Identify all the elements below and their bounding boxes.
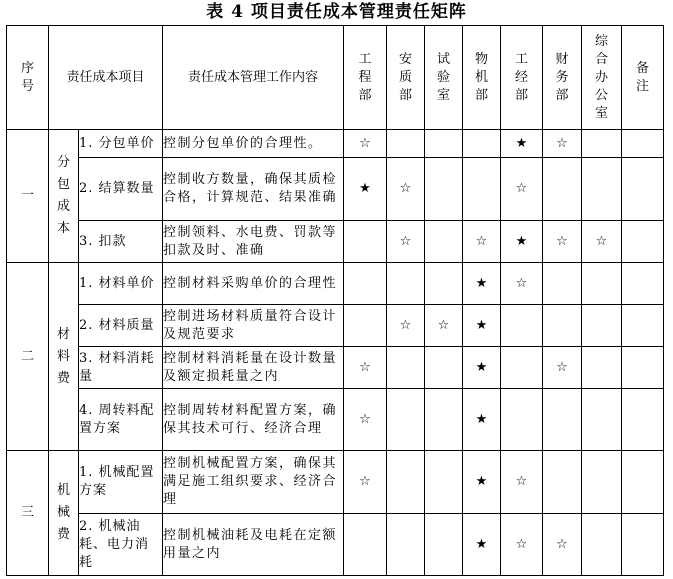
header-row <box>7 26 664 130</box>
mark-cell: ☆ <box>543 221 582 263</box>
mark-cell: ☆ <box>543 130 582 158</box>
mark-cell: ★ <box>463 514 501 576</box>
header-dept-engineering: 工程部 <box>344 26 387 130</box>
header-dept-materials-machinery: 物机部 <box>463 26 501 130</box>
mark-cell <box>344 263 387 305</box>
header-dept-finance: 财务部 <box>543 26 582 130</box>
mark-cell <box>344 221 387 263</box>
group-seq: 二 <box>7 263 49 451</box>
table-row <box>7 305 664 347</box>
note-cell <box>622 263 664 305</box>
mark-cell: ☆ <box>463 221 501 263</box>
table-row <box>7 221 664 263</box>
table-title: 表 4 项目责任成本管理责任矩阵 <box>206 2 467 22</box>
mark-cell <box>582 347 622 389</box>
mark-cell: ★ <box>463 347 501 389</box>
cost-content: 控制领料、水电费、罚款等扣款及时、准确 <box>163 221 344 263</box>
mark-cell: ☆ <box>501 158 543 221</box>
mark-cell <box>582 263 622 305</box>
mark-cell <box>543 305 582 347</box>
mark-cell <box>463 130 501 158</box>
mark-cell <box>387 263 425 305</box>
mark-cell: ☆ <box>425 305 463 347</box>
cost-item: 3. 材料消耗量 <box>79 347 163 389</box>
mark-cell: ★ <box>501 130 543 158</box>
table-row <box>7 514 664 576</box>
table-row <box>7 347 664 389</box>
group-seq: 三 <box>7 451 49 576</box>
mark-cell: ☆ <box>501 514 543 576</box>
mark-cell <box>501 347 543 389</box>
mark-cell <box>501 389 543 451</box>
mark-cell <box>582 451 622 514</box>
mark-cell: ☆ <box>543 514 582 576</box>
mark-cell: ☆ <box>501 263 543 305</box>
table-row <box>7 130 664 158</box>
header-dept-safety-quality: 安质部 <box>387 26 425 130</box>
mark-cell <box>344 305 387 347</box>
cost-content: 控制分包单价的合理性。 <box>163 130 344 158</box>
mark-cell <box>425 130 463 158</box>
mark-cell <box>425 158 463 221</box>
mark-cell <box>501 305 543 347</box>
mark-cell <box>425 514 463 576</box>
mark-cell <box>387 514 425 576</box>
mark-cell <box>425 347 463 389</box>
cost-content: 控制收方数量，确保其质检合格，计算规范、结果准确 <box>163 158 344 221</box>
note-cell <box>622 158 664 221</box>
mark-cell: ☆ <box>387 305 425 347</box>
note-cell <box>622 305 664 347</box>
mark-cell: ★ <box>501 221 543 263</box>
mark-cell: ★ <box>344 158 387 221</box>
cost-content: 控制机械油耗及电耗在定额用量之内 <box>163 514 344 576</box>
group-category: 材料费 <box>49 263 79 451</box>
note-cell <box>622 451 664 514</box>
header-item: 责任成本项目 <box>49 26 163 130</box>
mark-cell: ☆ <box>387 158 425 221</box>
mark-cell: ☆ <box>344 451 387 514</box>
group-category: 分包成本 <box>49 130 79 263</box>
mark-cell <box>582 305 622 347</box>
table-row <box>7 158 664 221</box>
group-seq: 一 <box>7 130 49 263</box>
header-dept-general-office: 综合办公室 <box>582 26 622 130</box>
mark-cell <box>582 158 622 221</box>
note-cell <box>622 130 664 158</box>
header-dept-laboratory: 试验室 <box>425 26 463 130</box>
mark-cell <box>387 451 425 514</box>
cost-content: 控制周转材料配置方案，确保其技术可行、经济合理 <box>163 389 344 451</box>
mark-cell <box>425 221 463 263</box>
mark-cell <box>543 158 582 221</box>
mark-cell: ☆ <box>387 221 425 263</box>
responsibility-matrix-table <box>6 25 664 576</box>
mark-cell <box>425 451 463 514</box>
mark-cell: ★ <box>463 305 501 347</box>
mark-cell <box>425 389 463 451</box>
mark-cell <box>543 451 582 514</box>
cost-content: 控制材料消耗量在设计数量及额定损耗量之内 <box>163 347 344 389</box>
mark-cell <box>387 389 425 451</box>
group-category: 机械费 <box>49 451 79 576</box>
header-seq: 序号 <box>7 26 49 130</box>
mark-cell <box>425 263 463 305</box>
mark-cell: ★ <box>463 389 501 451</box>
cost-item: 2. 结算数量 <box>79 158 163 221</box>
header-dept-engineering-economics: 工经部 <box>501 26 543 130</box>
mark-cell: ★ <box>463 451 501 514</box>
mark-cell <box>463 158 501 221</box>
note-cell <box>622 514 664 576</box>
cost-item: 2. 材料质量 <box>79 305 163 347</box>
table-row <box>7 389 664 451</box>
cost-item: 1. 分包单价 <box>79 130 163 158</box>
mark-cell <box>387 130 425 158</box>
mark-cell <box>543 263 582 305</box>
note-cell <box>622 389 664 451</box>
cost-item: 1. 材料单价 <box>79 263 163 305</box>
mark-cell <box>543 389 582 451</box>
mark-cell <box>344 514 387 576</box>
mark-cell <box>582 389 622 451</box>
header-content: 责任成本管理工作内容 <box>163 26 344 130</box>
cost-content: 控制进场材料质量符合设计及规范要求 <box>163 305 344 347</box>
cost-item: 2. 机械油耗、电力消耗 <box>79 514 163 576</box>
mark-cell <box>387 347 425 389</box>
table-row <box>7 263 664 305</box>
cost-content: 控制机械配置方案，确保其满足施工组织要求、经济合理 <box>163 451 344 514</box>
cost-item: 3. 扣款 <box>79 221 163 263</box>
note-cell <box>622 347 664 389</box>
mark-cell: ☆ <box>543 347 582 389</box>
mark-cell: ☆ <box>582 221 622 263</box>
mark-cell: ☆ <box>344 130 387 158</box>
cost-content: 控制材料采购单价的合理性 <box>163 263 344 305</box>
mark-cell <box>582 130 622 158</box>
cost-item: 1. 机械配置方案 <box>79 451 163 514</box>
cost-item: 4. 周转料配置方案 <box>79 389 163 451</box>
mark-cell: ☆ <box>501 451 543 514</box>
mark-cell: ☆ <box>344 389 387 451</box>
mark-cell <box>582 514 622 576</box>
mark-cell: ★ <box>463 263 501 305</box>
mark-cell: ☆ <box>344 347 387 389</box>
table-row <box>7 451 664 514</box>
header-note: 备注 <box>622 26 664 130</box>
note-cell <box>622 221 664 263</box>
